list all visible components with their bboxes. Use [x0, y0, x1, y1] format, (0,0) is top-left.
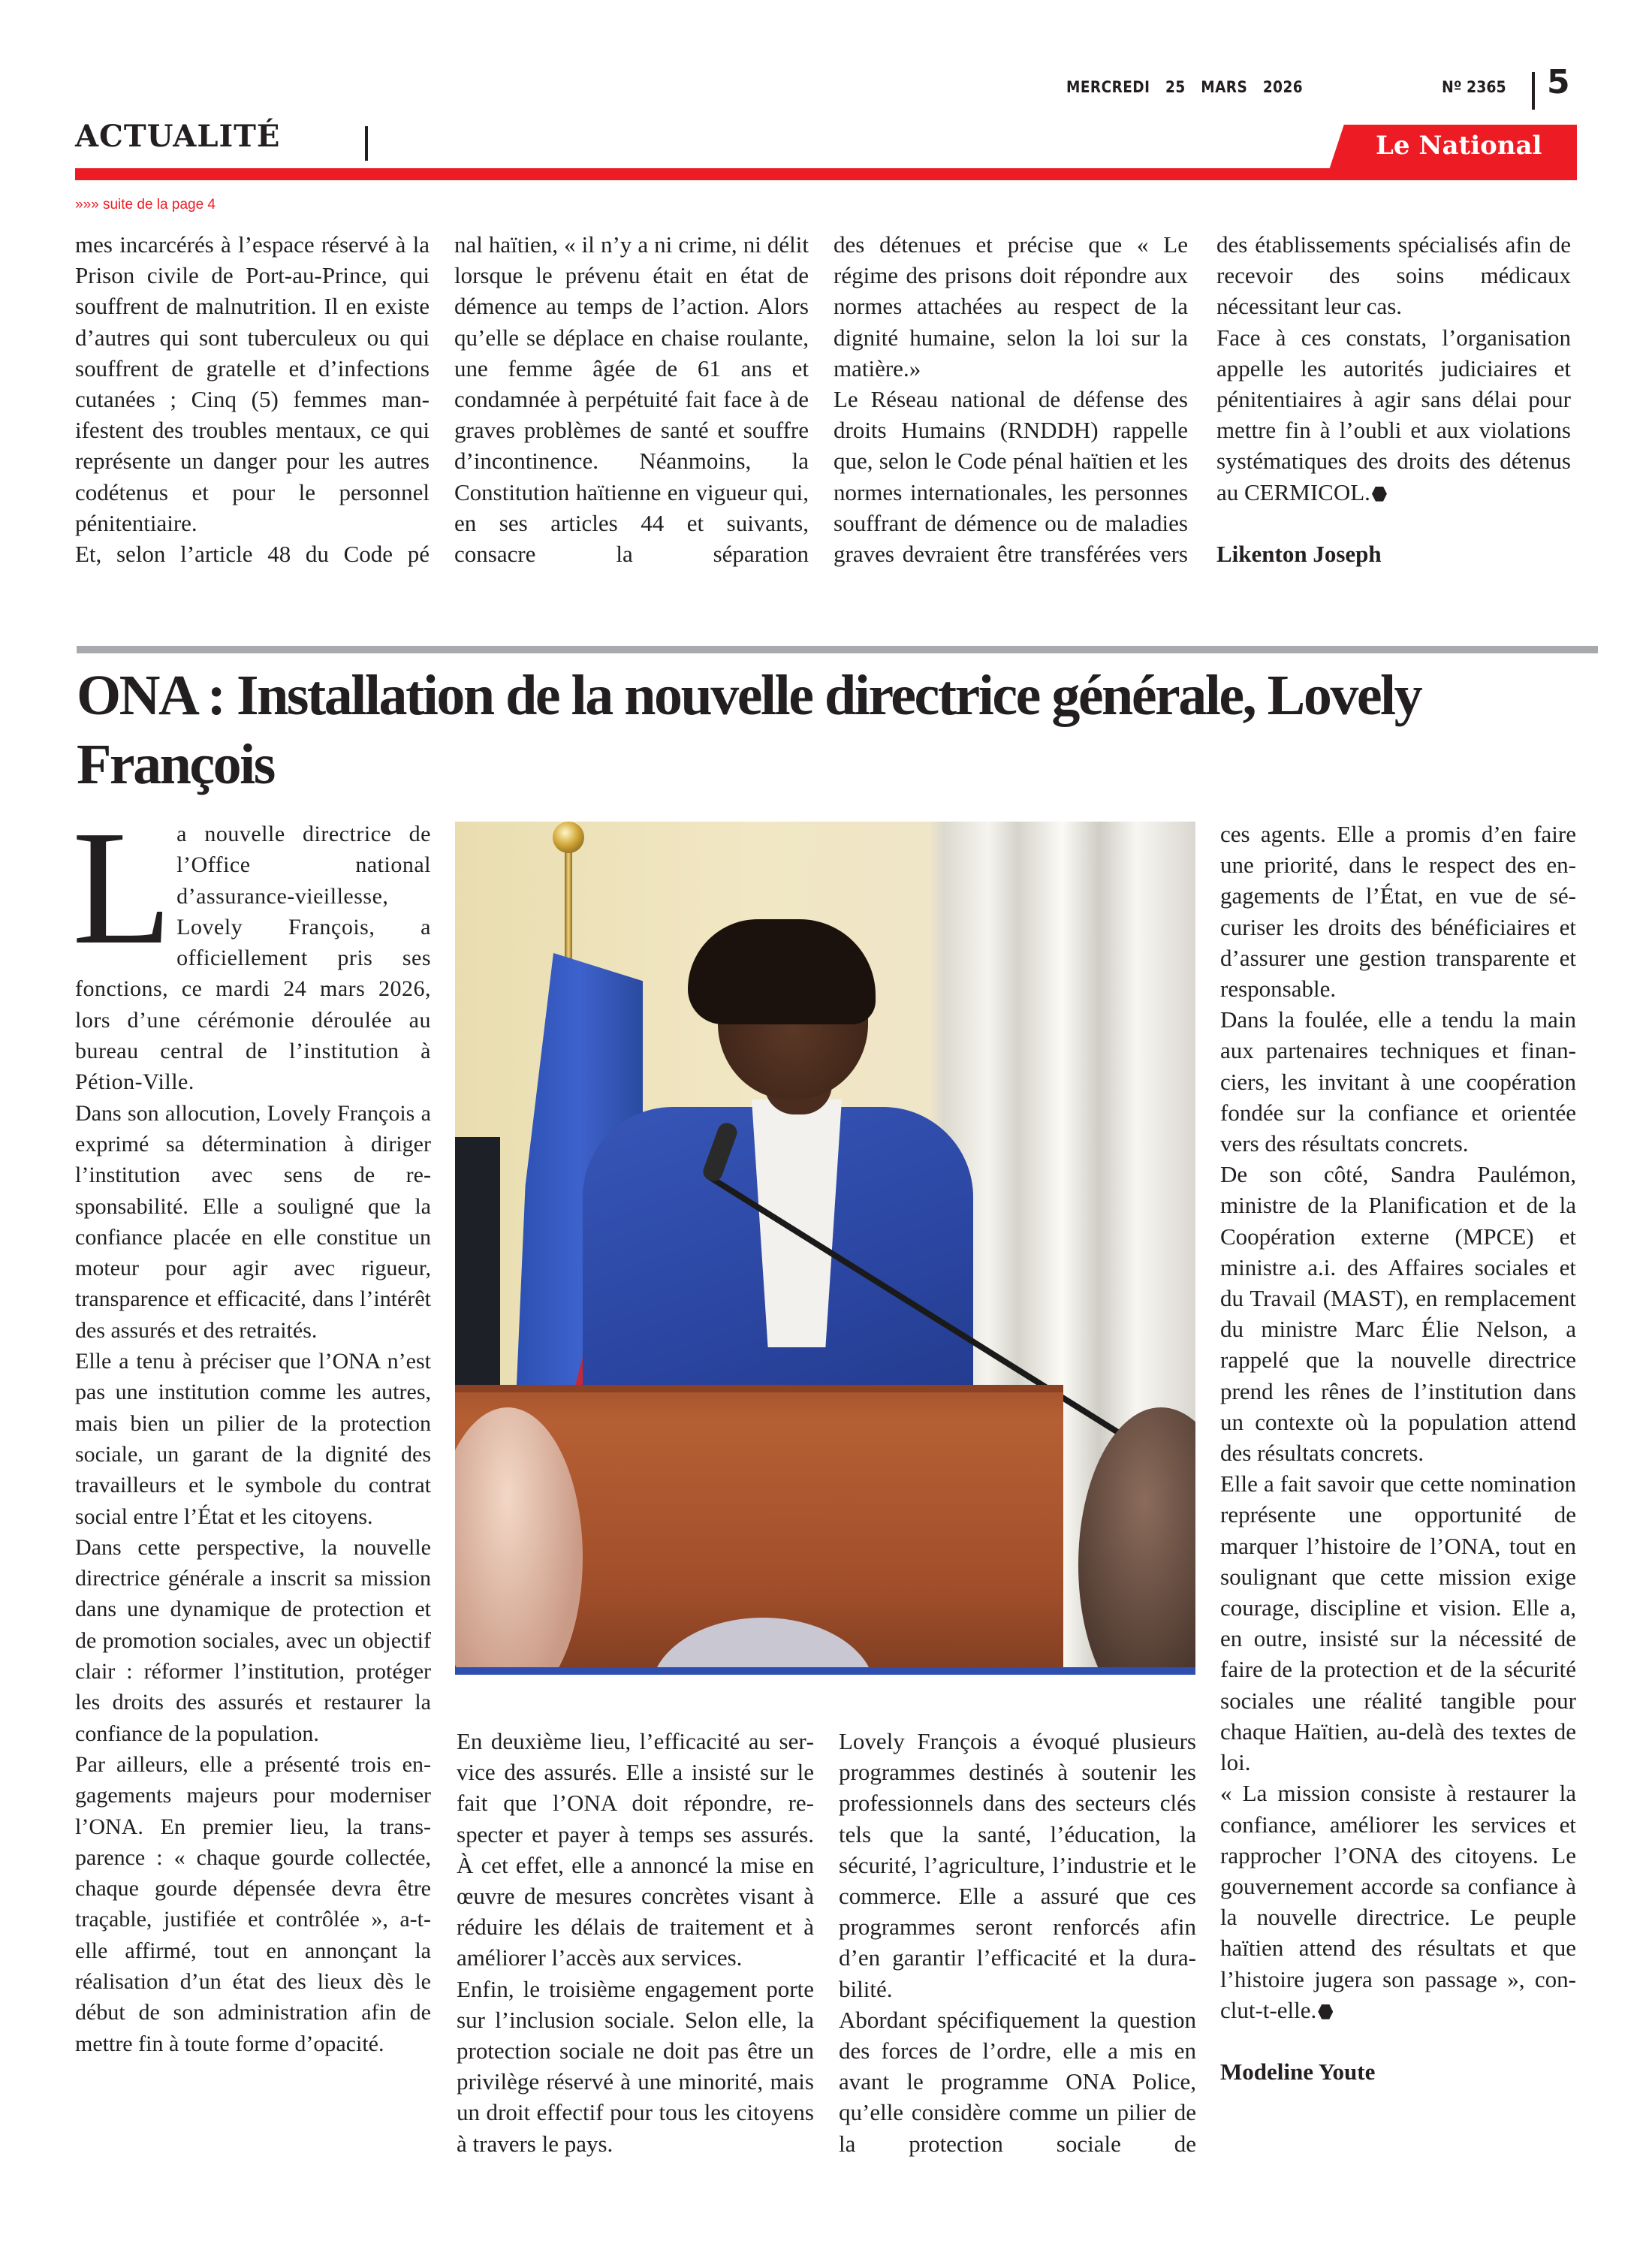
paragraph: Abordant spécifiquement la question des forces de l’ordre, elle a mis en avant le programme ONA Police, qu’elle considère comme un pilier de la protection sociale de	[839, 2006, 1196, 2157]
article-headline: ONA : Installation de la nouvelle directrice générale, Lovely François	[77, 664, 1421, 796]
paragraph: nal haïtien, « il n’y a ni crime, ni délit lorsque le prévenu était en état de démence au temps de l’action. Alors qu’elle se déplace en chaise roulante, une femme âgée de 61 ans et condamnée à perpétuité fait face à de graves problèmes de santé et souffre d’incontinence. Néanmoins, la Constitution haïtienne en vigueur qui, en ses articles 44 et suivants, consacre la séparation	[454, 231, 809, 568]
continued-article-column-1	[75, 229, 430, 569]
paragraph-text: « La mission consiste à restaurer la confiance, améliorer les services et rapprocher l’ONA des citoyens. Le gouvernement accorde sa confiance à la nouvelle directrice. Le peuple haïtien attend des résultats et que l’histoire jugera son passage », conclut-t-elle.	[1220, 1780, 1576, 2023]
paragraph: De son côté, Sandra Paulémon, ministre de la Planification et de la Coopération externe (MPCE) et ministre a.i. des Affaires sociales et du Travail (MAST), en remplacement du ministre Marc Élie Nelson, a rappelé que la nouvelle directrice prend les rênes de l’institution dans un contexte où la population attend des résultats concrets.	[1220, 1161, 1576, 1467]
byline: Likenton Joseph	[1216, 540, 1382, 567]
continued-article-column-3	[834, 229, 1188, 569]
continued-from-link[interactable]: »»» suite de la page 4	[75, 197, 216, 213]
end-of-article-icon	[1372, 487, 1387, 502]
article-column-4	[1220, 819, 1576, 2087]
section-separator	[365, 126, 368, 161]
lead-text: a nouvelle directrice de l’Office national d’assurance-vieillesse, Lovely François, a officiellement pris ses fonctions, ce mardi 24 mars 2026, lors d’une cérémonie déroulée au bureau central de l’institution à Pétion-Ville.	[75, 822, 431, 1095]
article-column-2	[457, 1726, 814, 2159]
paragraph: ces agents. Elle a promis d’en faire une priorité, dans le respect des engagements de l’État, en vue de sécuriser les droits des bénéficiaires et d’assurer une gestion transparente et responsable.	[1220, 821, 1576, 1003]
paragraph: Le Réseau national de défense des droits Humains (RNDDH) rappelle que, selon le Code pénal haïtien et les normes internationales, les personnes souffrant de démence ou de maladies graves devraient être transférées vers	[834, 386, 1188, 568]
paragraph	[1220, 1778, 1576, 2025]
paragraph: Lovely François a évoqué plusieurs programmes destinés à soutenir les professionnels dans des secteurs clés tels que la santé, l’éducation, la sécurité, l’agriculture, l’industrie et le commerce. Elle a assuré que ces programmes seront renforcés afin d’en garantir l’efficacité et la durabilité.	[839, 1728, 1196, 2002]
article-divider	[77, 646, 1598, 653]
dateline: MERCREDI 25 MARS 2026	[1066, 78, 1304, 96]
lead-paragraph	[72, 798, 431, 1098]
section-title: ACTUALITÉ	[75, 119, 281, 154]
flag-finial	[553, 822, 584, 853]
paragraph: Elle a fait savoir que cette nomination représente une opportunité de marquer l’histoire de l’ONA, tout en soulignant que cette mission exige courage, discipline et vision. Elle a, en outre, insisté sur la nécessité de faire de la protection et de la sécurité sociales une réalité tangible pour chaque Haïtien, au-delà des textes de loi.	[1220, 1470, 1576, 1776]
end-of-article-icon	[1318, 2004, 1333, 2019]
paragraph: Dans son allocution, Lovely François a exprimé sa détermination à diriger l’institution avec sens de responsabilité. Elle a souligné que la confiance placée en elle constitue un moteur pour agir avec rigueur, transparence et efficacité, dans l’intérêt des assurés et des retraités.	[75, 1100, 431, 1343]
paragraph: des détenues et précise que « Le régime des prisons doit répondre aux normes attachées au respect de la dignité humaine, selon la loi sur la matière.»	[834, 231, 1188, 382]
drop-cap: L	[72, 798, 173, 979]
paragraph: Elle a tenu à préciser que l’ONA n’est pas une institution comme les autres, mais bien un pilier de la protection sociale, un garant de la dignité des travailleurs et le symbole du contrat social entre l’État et les citoyens.	[75, 1349, 431, 1529]
page-number: 5	[1547, 63, 1570, 101]
photo-bottom-band	[455, 1667, 1195, 1675]
paragraph: Par ailleurs, elle a présenté trois engagements majeurs pour moderniser l’ONA. En premier lieu, la transparence : « chaque gourde collectée, chaque gourde dépensée devra être traçable, justifiée et contrôlée », a-t-elle affirmé, tout en annonçant la réalisation d’un état des lieux dès le début de son administration afin de mettre fin à toute forme d’opacité.	[75, 1751, 431, 2056]
paragraph: Dans cette perspective, la nouvelle directrice générale a inscrit sa mission dans une dynamique de protection et de promotion sociales, avec un objectif clair : réformer l’institution, protéger les droits des assurés et restaurer la confiance de la population.	[75, 1534, 431, 1746]
page-number-separator	[1532, 72, 1535, 110]
continued-article-column-4	[1216, 229, 1571, 569]
brand-logo: Le National	[1376, 131, 1542, 161]
paragraph-text: Face à ces constats, l’organisation appelle les autorités judiciaires et pénitentiaires à agir sans délai pour mettre fin à l’oubli et aux violations systématiques des droits des détenus au CERMICOL.	[1216, 324, 1571, 505]
person-left-silhouette	[455, 1137, 500, 1422]
issue-number: Nº 2365	[1442, 78, 1506, 96]
paragraph: mes incarcérés à l’espace réservé à la Prison civile de Port-au-Prince, qui souffrent de malnutrition. Il en existe d’autres qui sont tuberculeux ou qui souffrent de gratelle et d’infections cutanées ; Cinq (5) femmes manifestent des troubles mentaux, ce qui représente un danger pour les autres codétenus et pour le personnel pénitentiaire.	[75, 231, 430, 536]
paragraph: Enfin, le troisième engagement porte sur l’inclusion sociale. Selon elle, la protection sociale ne doit pas être un privilège réservé à une minorité, mais un droit effectif pour tous les citoyens à travers le pays.	[457, 1975, 814, 2157]
article-column-3	[839, 1726, 1196, 2159]
header-red-bar	[75, 168, 1577, 180]
article-photo	[455, 822, 1195, 1675]
paragraph: Et, selon l’article 48 du Code pé	[75, 541, 430, 568]
paragraph: Dans la foulée, elle a tendu la main aux partenaires techniques et financiers, les invitant à une coopération fondée sur la confiance et orientée vers des résultats concrets.	[1220, 1006, 1576, 1157]
continued-article-column-2	[454, 229, 809, 569]
paragraph	[1216, 322, 1571, 508]
byline: Modeline Youte	[1220, 2058, 1376, 2085]
paragraph: des établissements spécialisés afin de recevoir des soins médicaux nécessitant leur cas.	[1216, 231, 1571, 320]
article-column-1	[72, 798, 431, 2059]
paragraph: En deuxième lieu, l’efficacité au service des assurés. Elle a insisté sur le fait que l’ONA doit répondre, respecter et payer à temps ses assurés. À cet effet, elle a annoncé la mise en œuvre de mesures concrètes visant à réduire les délais de traitement et à améliorer l’accès aux services.	[457, 1728, 814, 1971]
